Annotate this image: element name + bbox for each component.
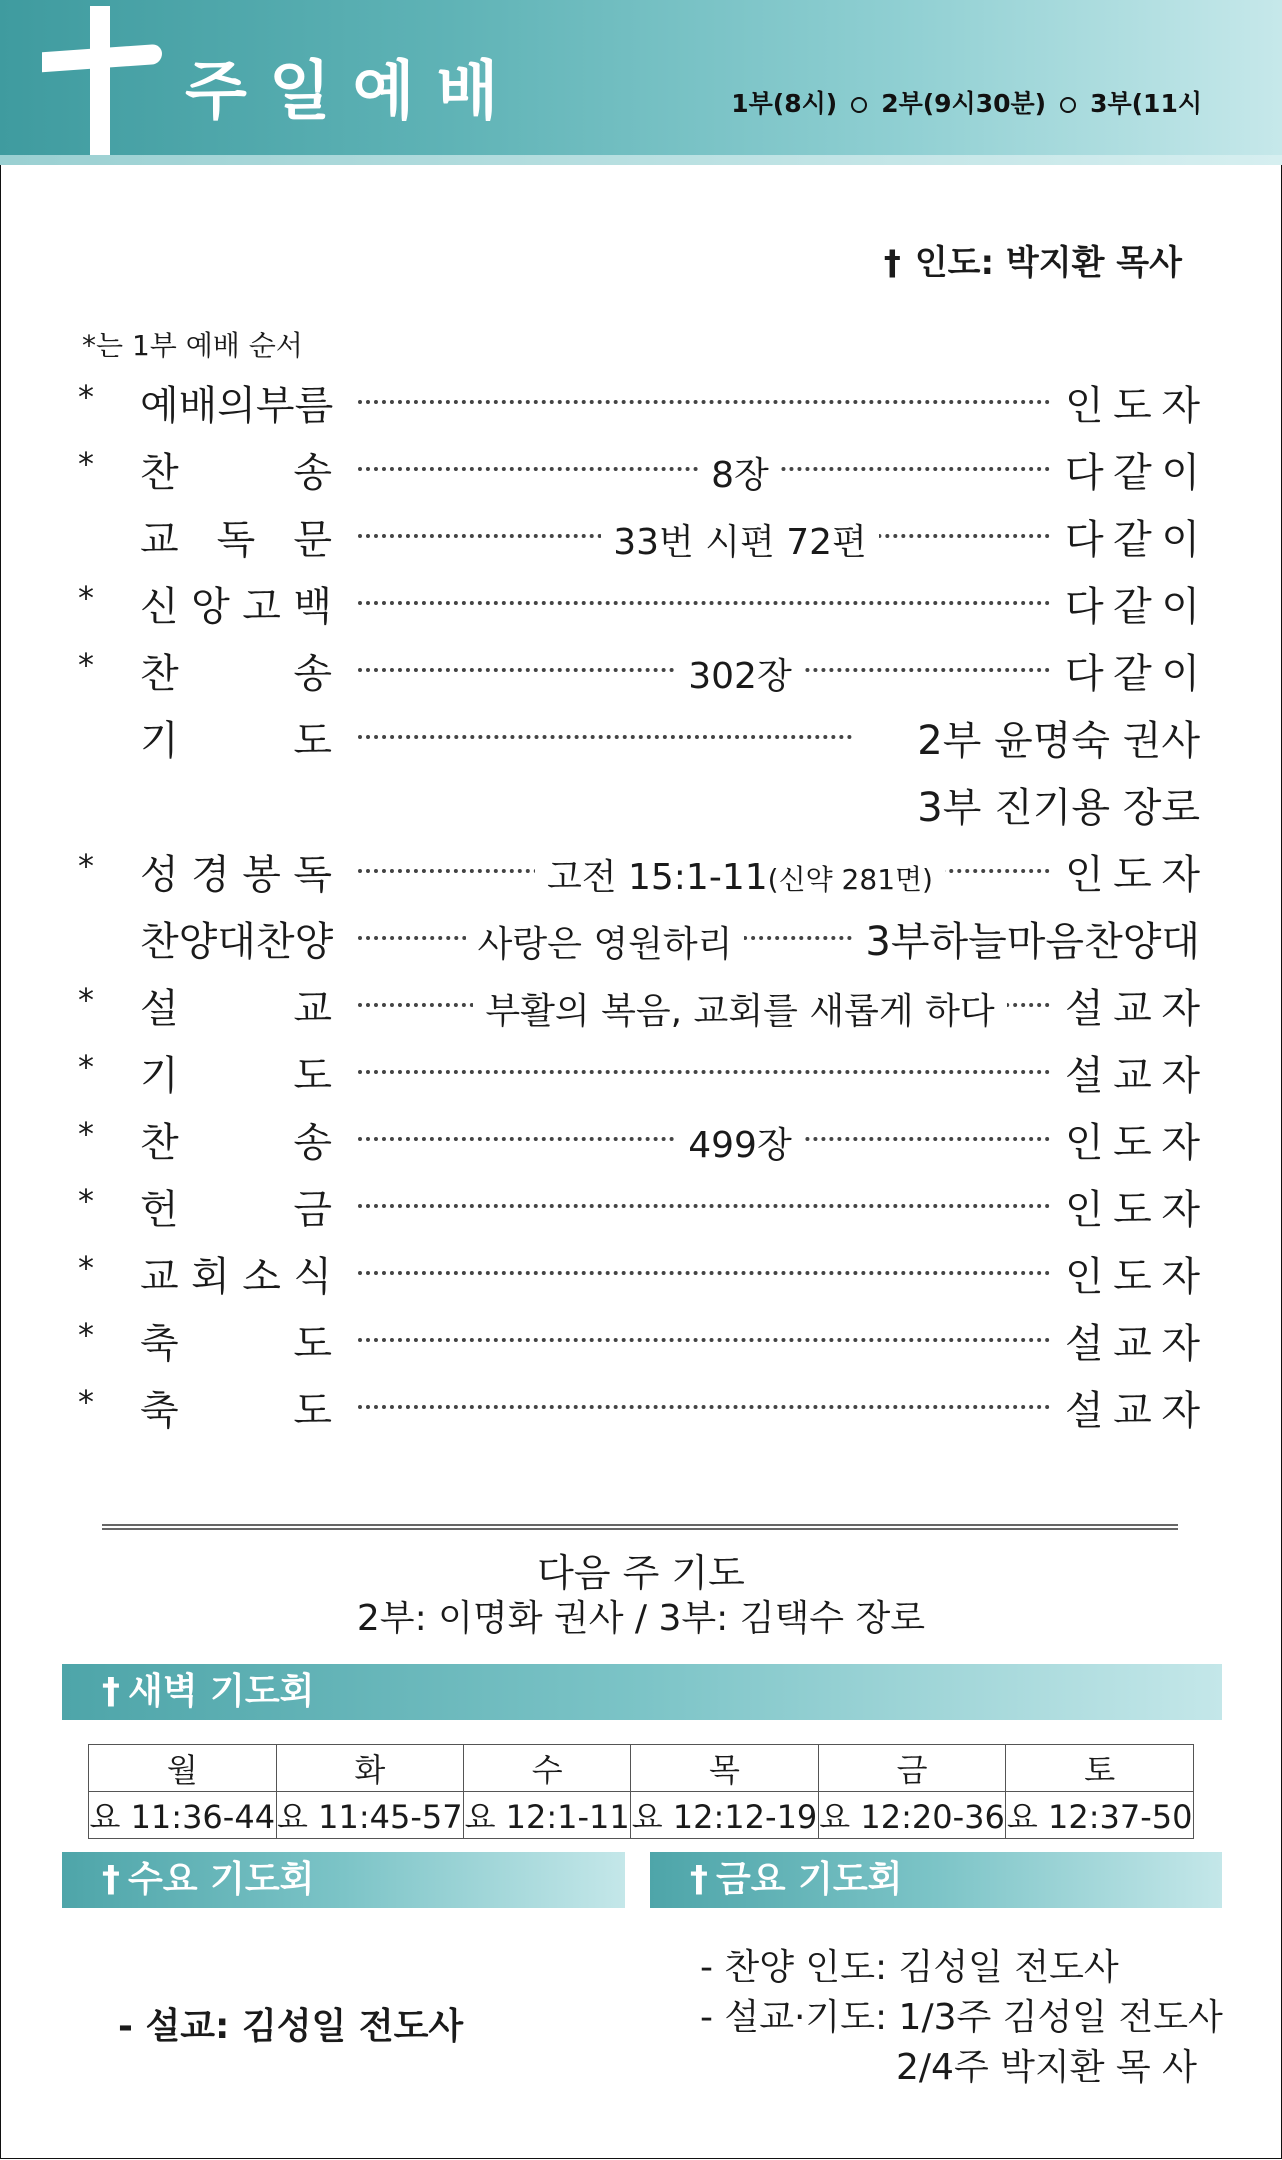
order-item-person-char: 자 (1161, 1254, 1200, 1300)
asterisk-marker: * (78, 646, 94, 684)
order-item-char: 찬 (140, 450, 179, 496)
order-item-person-char: 인 (1065, 1254, 1104, 1300)
order-item-person (1053, 508, 1200, 565)
dotted-leader (358, 1070, 1122, 1074)
order-item-char: 백 (293, 584, 332, 630)
order-item-detail (358, 1117, 1122, 1168)
dagger-icon: † (102, 1671, 120, 1712)
dawn-prayer-title: 새벽 기도회 (128, 1671, 315, 1712)
order-item-person (1053, 977, 1200, 1034)
order-item-person-char: 자 (1161, 1187, 1200, 1233)
order-item-detail-text (676, 656, 804, 697)
day-cell: 화 (276, 1745, 464, 1792)
order-row (0, 1308, 1282, 1375)
order-item-person-char: 교 (1113, 1388, 1152, 1434)
friday-prayer-title: 금요 기도회 (716, 1859, 903, 1900)
order-item-detail-main: 고전 15:1-11 (547, 857, 768, 898)
order-item-name (140, 1111, 332, 1168)
order-row (0, 1107, 1282, 1174)
next-week-body: 2부: 이명화 권사 / 3부: 김택수 장로 (356, 1598, 926, 1639)
wednesday-prayer-bar (62, 1852, 625, 1908)
dotted-leader (358, 400, 1122, 404)
order-item-detail-note: (신약 281면) (767, 863, 933, 896)
order-item-char: 고 (242, 584, 281, 630)
order-item-person-char: 인 (1065, 852, 1104, 898)
order-item-person (1053, 843, 1200, 900)
order-item-char: 헌 (140, 1187, 179, 1233)
order-item-person-char: 도 (1113, 1187, 1152, 1233)
order-item-detail-text (473, 991, 1006, 1032)
page-title: 주일예배 (185, 55, 521, 129)
table-row (89, 1745, 1194, 1792)
order-item-person-char: 도 (1113, 1120, 1152, 1166)
order-row (0, 839, 1282, 906)
order-item-detail (358, 447, 1122, 498)
order-item-person-char: 이 (1161, 450, 1200, 496)
order-item-person-char: 자 (1161, 1053, 1200, 1099)
order-item-char: 소 (242, 1254, 281, 1300)
order-note: *는 1부 예배 순서 (82, 329, 303, 362)
order-row (0, 1174, 1282, 1241)
service-times (731, 84, 1202, 120)
order-item-person-char: 자 (1161, 1321, 1200, 1367)
order-item-person: 2부 윤명숙 권사 (905, 709, 1200, 766)
order-item-person-char: 자 (1161, 986, 1200, 1032)
order-item-char: 도 (293, 1053, 332, 1099)
asterisk-marker: * (78, 1048, 94, 1086)
order-item-person-char: 자 (1161, 1388, 1200, 1434)
order-item-person (1053, 1379, 1200, 1436)
wednesday-prayer-title: 수요 기도회 (128, 1859, 315, 1900)
order-item-char: 찬 (140, 1120, 179, 1166)
order-row (0, 437, 1282, 504)
order-item-detail (358, 983, 1122, 1034)
friday-line-sermon-2: 2/4주 박지환 목 사 (896, 2047, 1197, 2088)
service-time-1: 1부(8시) (731, 89, 838, 118)
order-item-name (140, 843, 332, 900)
order-row (0, 973, 1282, 1040)
order-item-char: 교 (140, 517, 179, 563)
order-item-person (1053, 1245, 1200, 1302)
order-item-detail (358, 514, 1122, 565)
order-item-person-char: 인 (1065, 1187, 1104, 1233)
order-item-char: 교 (293, 986, 332, 1032)
order-item-char: 찬 (140, 651, 179, 697)
leader-line (884, 235, 1182, 284)
cross-icon-arm (42, 44, 162, 72)
dawn-prayer-bar (62, 1664, 1222, 1720)
circle-separator-icon (851, 97, 867, 113)
order-item-char: 설 (140, 986, 179, 1032)
order-item-name (140, 374, 332, 431)
section-divider (102, 1524, 1178, 1530)
asterisk-marker: * (78, 1316, 94, 1354)
order-item-name (140, 1245, 332, 1302)
order-item-person (1053, 1044, 1200, 1101)
order-row (0, 571, 1282, 638)
order-item-person-char: 이 (1161, 651, 1200, 697)
order-item-person-char: 설 (1065, 1388, 1104, 1434)
order-item-person-char: 도 (1113, 1254, 1152, 1300)
asterisk-marker: * (78, 1383, 94, 1421)
order-item-char: 신 (140, 584, 179, 630)
order-item-char: 예 (140, 383, 179, 429)
order-item-person (1053, 441, 1200, 498)
dotted-leader (358, 1338, 1122, 1342)
order-item-detail-main: 부활의 복음, 교회를 새롭게 하다 (485, 991, 995, 1032)
order-item-name (140, 1379, 332, 1436)
order-item-person-char: 같 (1113, 651, 1152, 697)
order-item-char: 축 (140, 1388, 179, 1434)
order-item-detail-text (699, 455, 781, 496)
order-item-char: 도 (293, 1321, 332, 1367)
leader-text: 인도: 박지환 목사 (914, 243, 1182, 283)
order-item-name (140, 642, 332, 699)
service-time-3: 3부(11시 (1090, 89, 1202, 118)
order-item-name (140, 1178, 332, 1235)
reading-cell: 요 11:45-57 (276, 1792, 464, 1839)
order-item-person-char: 다 (1065, 651, 1104, 697)
friday-line-sermon: - 설교·기도: 1/3주 김성일 전도사 (700, 1997, 1223, 2038)
order-item-char: 회 (191, 1254, 230, 1300)
order-item-detail (358, 648, 1122, 699)
order-item-person (1053, 642, 1200, 699)
order-item-char: 도 (293, 718, 332, 764)
order-item-name (140, 910, 332, 967)
order-item-char: 교 (140, 1254, 179, 1300)
order-item-person-char: 설 (1065, 1053, 1104, 1099)
order-row (0, 705, 1282, 772)
header-underline (0, 155, 1282, 165)
day-cell: 금 (818, 1745, 1006, 1792)
order-item-person-char: 도 (1113, 852, 1152, 898)
order-item-person-char: 자 (1161, 383, 1200, 429)
order-item-person-char: 설 (1065, 986, 1104, 1032)
order-item-char: 봉 (242, 852, 281, 898)
order-item-detail-main: 302장 (688, 656, 792, 697)
order-item-detail (358, 916, 852, 967)
order-row (0, 1040, 1282, 1107)
order-item-char: 송 (293, 651, 332, 697)
reading-cell: 요 12:37-50 (1006, 1792, 1194, 1839)
order-row (0, 638, 1282, 705)
order-item-char: 대 (217, 919, 256, 965)
order-item-person-char: 같 (1113, 584, 1152, 630)
order-item-person-char: 같 (1113, 517, 1152, 563)
order-item-person (1053, 1178, 1200, 1235)
reading-cell: 요 11:36-44 (89, 1792, 277, 1839)
friday-details (700, 1943, 1223, 2093)
order-item-char: 찬 (255, 919, 295, 965)
circle-separator-icon (1060, 97, 1076, 113)
order-item-detail-main: 8장 (711, 455, 769, 496)
order-item-person: 3부 진기용 장로 (905, 776, 1200, 833)
order-item-person-char: 설 (1065, 1321, 1104, 1367)
order-item-person-char: 교 (1113, 1321, 1152, 1367)
asterisk-marker: * (78, 981, 94, 1019)
dotted-leader (358, 1204, 1122, 1208)
asterisk-marker: * (78, 1182, 94, 1220)
order-item-detail (358, 849, 1122, 900)
order-item-person-char: 자 (1161, 1120, 1200, 1166)
day-cell: 월 (89, 1745, 277, 1792)
order-item-person-char: 다 (1065, 584, 1104, 630)
order-item-detail-text (676, 1125, 804, 1166)
asterisk-marker: * (78, 1115, 94, 1153)
asterisk-marker: * (78, 579, 94, 617)
dotted-leader (358, 1271, 1122, 1275)
order-item-char: 찬 (140, 919, 179, 965)
order-item-person-char: 이 (1161, 584, 1200, 630)
day-cell: 목 (631, 1745, 819, 1792)
dawn-schedule-table (88, 1744, 1194, 1839)
order-row (0, 772, 1282, 839)
reading-cell: 요 12:12-19 (631, 1792, 819, 1839)
order-item-person-char: 이 (1161, 517, 1200, 563)
order-row (0, 1241, 1282, 1308)
asterisk-marker: * (78, 847, 94, 885)
order-item-person-char: 같 (1113, 450, 1152, 496)
dotted-leader (358, 735, 852, 739)
order-item-detail-text (601, 522, 879, 563)
order-item-person-char: 인 (1065, 1120, 1104, 1166)
order-row (0, 906, 1282, 973)
dotted-leader (358, 1405, 1122, 1409)
friday-prayer-bar (650, 1852, 1222, 1908)
order-item-char: 문 (293, 517, 332, 563)
order-item-name (140, 1312, 332, 1369)
order-item-char: 금 (293, 1187, 332, 1233)
order-item-char: 배 (178, 383, 218, 429)
dagger-icon: † (690, 1859, 708, 1900)
order-item-char: 송 (293, 1120, 332, 1166)
order-row (0, 504, 1282, 571)
order-item-person: 3부하늘마음찬양대 (853, 910, 1200, 967)
asterisk-marker: * (78, 378, 94, 416)
order-item-char: 성 (140, 852, 179, 898)
order-item-person (1053, 374, 1200, 431)
order-item-person-char: 도 (1113, 383, 1152, 429)
order-item-person-char: 교 (1113, 986, 1152, 1032)
dotted-leader (358, 601, 1122, 605)
order-item-name (140, 1044, 332, 1101)
order-item-detail-text (535, 857, 945, 898)
order-item-detail-main: 33번 시편 72편 (613, 522, 867, 563)
order-item-person-char: 다 (1065, 450, 1104, 496)
service-time-2: 2부(9시30분) (881, 89, 1047, 118)
order-item-char: 기 (140, 1053, 179, 1099)
order-item-name (140, 977, 332, 1034)
order-item-name (140, 575, 332, 632)
order-item-name (140, 508, 332, 565)
order-item-char: 도 (293, 1388, 332, 1434)
order-item-char: 기 (140, 718, 179, 764)
order-item-name (140, 709, 332, 766)
table-row (89, 1792, 1194, 1839)
order-item-char: 식 (293, 1254, 332, 1300)
order-item-person-char: 교 (1113, 1053, 1152, 1099)
order-item-detail-text (466, 924, 745, 965)
dagger-icon: † (102, 1859, 120, 1900)
reading-cell: 요 12:20-36 (818, 1792, 1006, 1839)
day-cell: 토 (1006, 1745, 1194, 1792)
order-item-char: 축 (140, 1321, 179, 1367)
friday-line-praise: - 찬양 인도: 김성일 전도사 (700, 1947, 1119, 1988)
order-item-char: 름 (294, 383, 334, 429)
order-item-char: 송 (293, 450, 332, 496)
order-item-detail-main: 499장 (688, 1125, 792, 1166)
next-week-title: 다음 주 기도 (537, 1551, 745, 1595)
order-row (0, 370, 1282, 437)
order-item-person-char: 인 (1065, 383, 1104, 429)
order-item-char: 앙 (191, 584, 230, 630)
order-item-person-char: 자 (1161, 852, 1200, 898)
order-item-person (1053, 575, 1200, 632)
order-item-person (1053, 1111, 1200, 1168)
order-item-name (140, 441, 332, 498)
asterisk-marker: * (78, 1249, 94, 1287)
order-item-char: 의 (217, 383, 256, 429)
cross-icon (90, 6, 110, 164)
header-band (0, 0, 1282, 155)
order-item-char: 독 (216, 517, 256, 563)
asterisk-marker: * (78, 445, 94, 483)
order-item-detail-main: 사랑은 영원하리 (477, 924, 733, 965)
order-item-char: 독 (293, 852, 332, 898)
order-row (0, 1375, 1282, 1442)
wednesday-sermon: - 설교: 김성일 전도사 (118, 2006, 464, 2047)
order-item-person (1053, 1312, 1200, 1369)
order-item-char: 양 (178, 919, 218, 965)
worship-order (0, 370, 1282, 1442)
order-item-person-char: 다 (1065, 517, 1104, 563)
day-cell: 수 (464, 1745, 631, 1792)
dagger-icon: † (883, 243, 901, 283)
order-item-char: 양 (294, 919, 334, 965)
order-item-char: 경 (191, 852, 230, 898)
reading-cell: 요 12:1-11 (464, 1792, 631, 1839)
order-item-char: 부 (255, 383, 295, 429)
